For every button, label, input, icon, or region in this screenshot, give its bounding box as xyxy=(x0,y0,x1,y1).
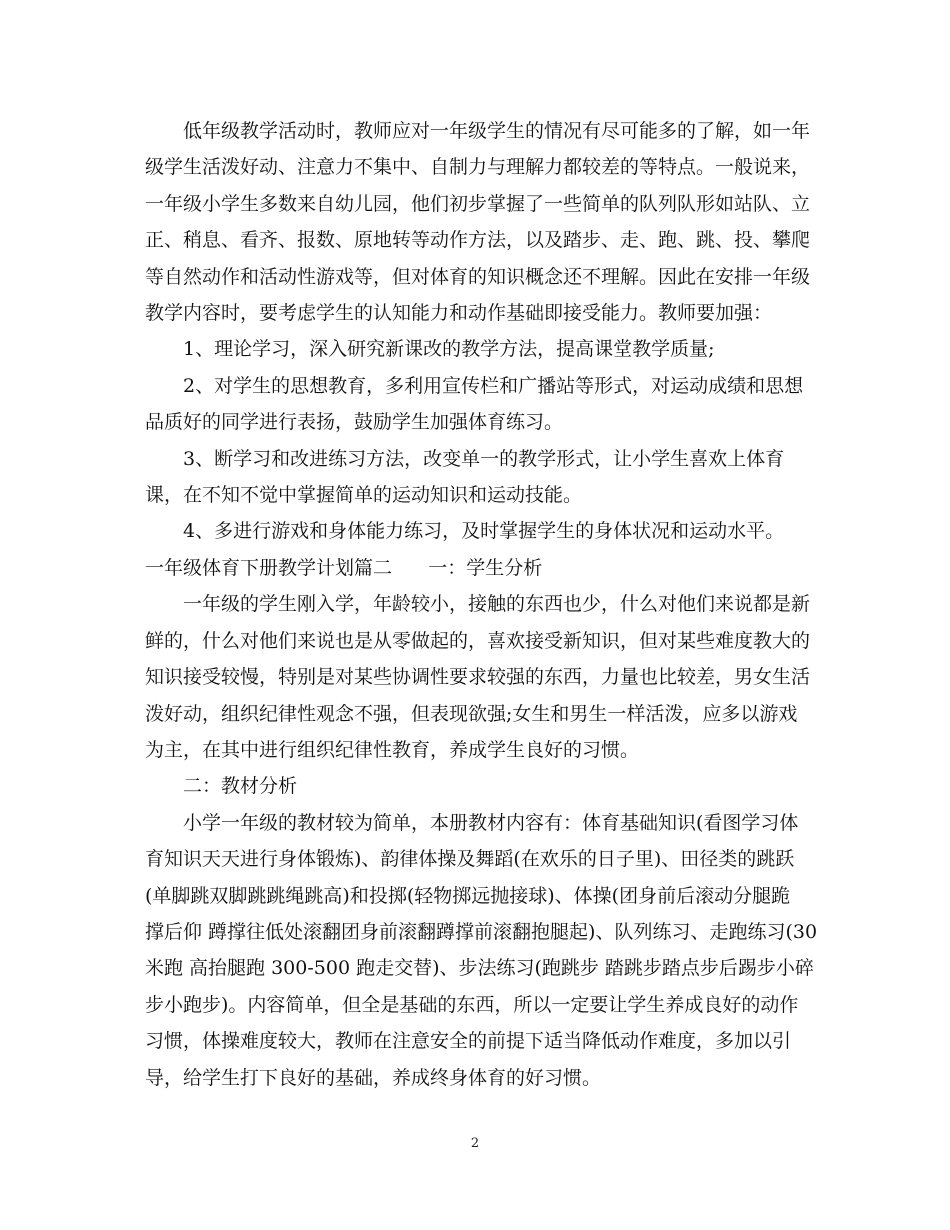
text-line: 低年级教学活动时，教师应对一年级学生的情况有尽可能多的了解，如一年 xyxy=(183,120,811,142)
text-line: 等自然动作和活动性游戏等，但对体育的知识概念还不理解。因此在安排一年级 xyxy=(145,265,811,288)
text-line: 一年级小学生多数来自幼儿园，他们初步掌握了一些简单的队列队形如站队、立 xyxy=(145,192,811,215)
section-heading xyxy=(145,550,805,586)
text-line: 1、理论学习，深入研究新课改的教学方法，提高课堂教学质量; xyxy=(183,338,715,361)
text-line: 撑后仰 蹲撑往低处滚翻团身前滚翻蹲撑前滚翻抱腿起)、队列练习、走跑练习(30 xyxy=(145,920,818,943)
text-line: 步小跑步)。内容简单，但全是基础的东西，所以一定要让学生养成良好的动作 xyxy=(145,993,799,1016)
page-number: 2 xyxy=(470,1136,480,1151)
textbook-heading-text: 二：教材分析 xyxy=(183,775,298,798)
textbook-heading xyxy=(145,768,805,804)
text-line: 小学一年级的教材较为简单，本册教材内容有：体育基础知识(看图学习体 xyxy=(183,811,799,834)
intro-paragraph xyxy=(145,113,811,331)
text-line: 为主，在其中进行组织纪律性教育，养成学生良好的习惯。 xyxy=(145,738,640,761)
text-line: 知识接受较慢，特别是对某些协调性要求较强的东西，力量也比较差，男女生活 xyxy=(145,666,811,689)
student-analysis-paragraph xyxy=(145,586,811,768)
text-line: 教学内容时，要考虑学生的认知能力和动作基础即接受能力。教师要加强： xyxy=(145,302,773,325)
list-item-1 xyxy=(145,331,805,367)
list-item-3 xyxy=(145,441,805,514)
text-line: 泼好动，组织纪律性观念不强，但表现欲强;女生和男生一样活泼，应多以游戏 xyxy=(145,702,798,725)
list-item-2 xyxy=(145,368,805,441)
text-line: 习惯，体操难度较大，教师在注意安全的前提下适当降低动作难度，多加以引 xyxy=(145,1030,792,1053)
text-line: 品质好的同学进行表扬，鼓励学生加强体育练习。 xyxy=(145,411,564,434)
list-item-4 xyxy=(145,513,805,549)
text-line: 2、对学生的思想教育，多利用宣传栏和广播站等形式，对运动成绩和思想 xyxy=(183,374,804,397)
text-line: (单脚跳双脚跳跳绳跳高)和投掷(轻物掷远抛接球)、体操(团身前后滚动分腿跪 xyxy=(145,884,791,907)
text-line: 导，给学生打下良好的基础，养成终身体育的好习惯。 xyxy=(145,1066,602,1089)
text-line: 一年级的学生刚入学，年龄较小，接触的东西也少，什么对他们来说都是新 xyxy=(183,593,811,616)
document-body xyxy=(145,113,818,1096)
text-line: 正、稍息、看齐、报数、原地转等动作方法，以及踏步、走、跑、跳、投、攀爬 xyxy=(145,229,811,252)
text-line: 课，在不知不觉中掌握简单的运动知识和运动技能。 xyxy=(145,484,583,507)
text-line: 级学生活泼好动、注意力不集中、自制力与理解力都较差的等特点。一般说来， xyxy=(145,156,811,179)
text-line: 3、断学习和改进练习方法，改变单一的教学形式，让小学生喜欢上体育 xyxy=(183,447,785,470)
text-line: 4、多进行游戏和身体能力练习，及时掌握学生的身体状况和运动水平。 xyxy=(183,520,785,543)
text-line: 鲜的，什么对他们来说也是从零做起的，喜欢接受新知识，但对某些难度教大的 xyxy=(145,629,811,652)
text-line: 育知识天天进行身体锻炼)、韵律体操及舞蹈(在欢乐的日子里)、田径类的跳跃 xyxy=(145,848,795,871)
section-heading-text: 一年级体育下册教学计划篇二 一：学生分析 xyxy=(145,556,543,579)
text-line: 米跑 高抬腿跑 300-500 跑走交替)、步法练习(跑跳步 踏跳步踏点步后踢步小碎 xyxy=(145,957,814,980)
textbook-analysis-paragraph xyxy=(145,805,818,1096)
